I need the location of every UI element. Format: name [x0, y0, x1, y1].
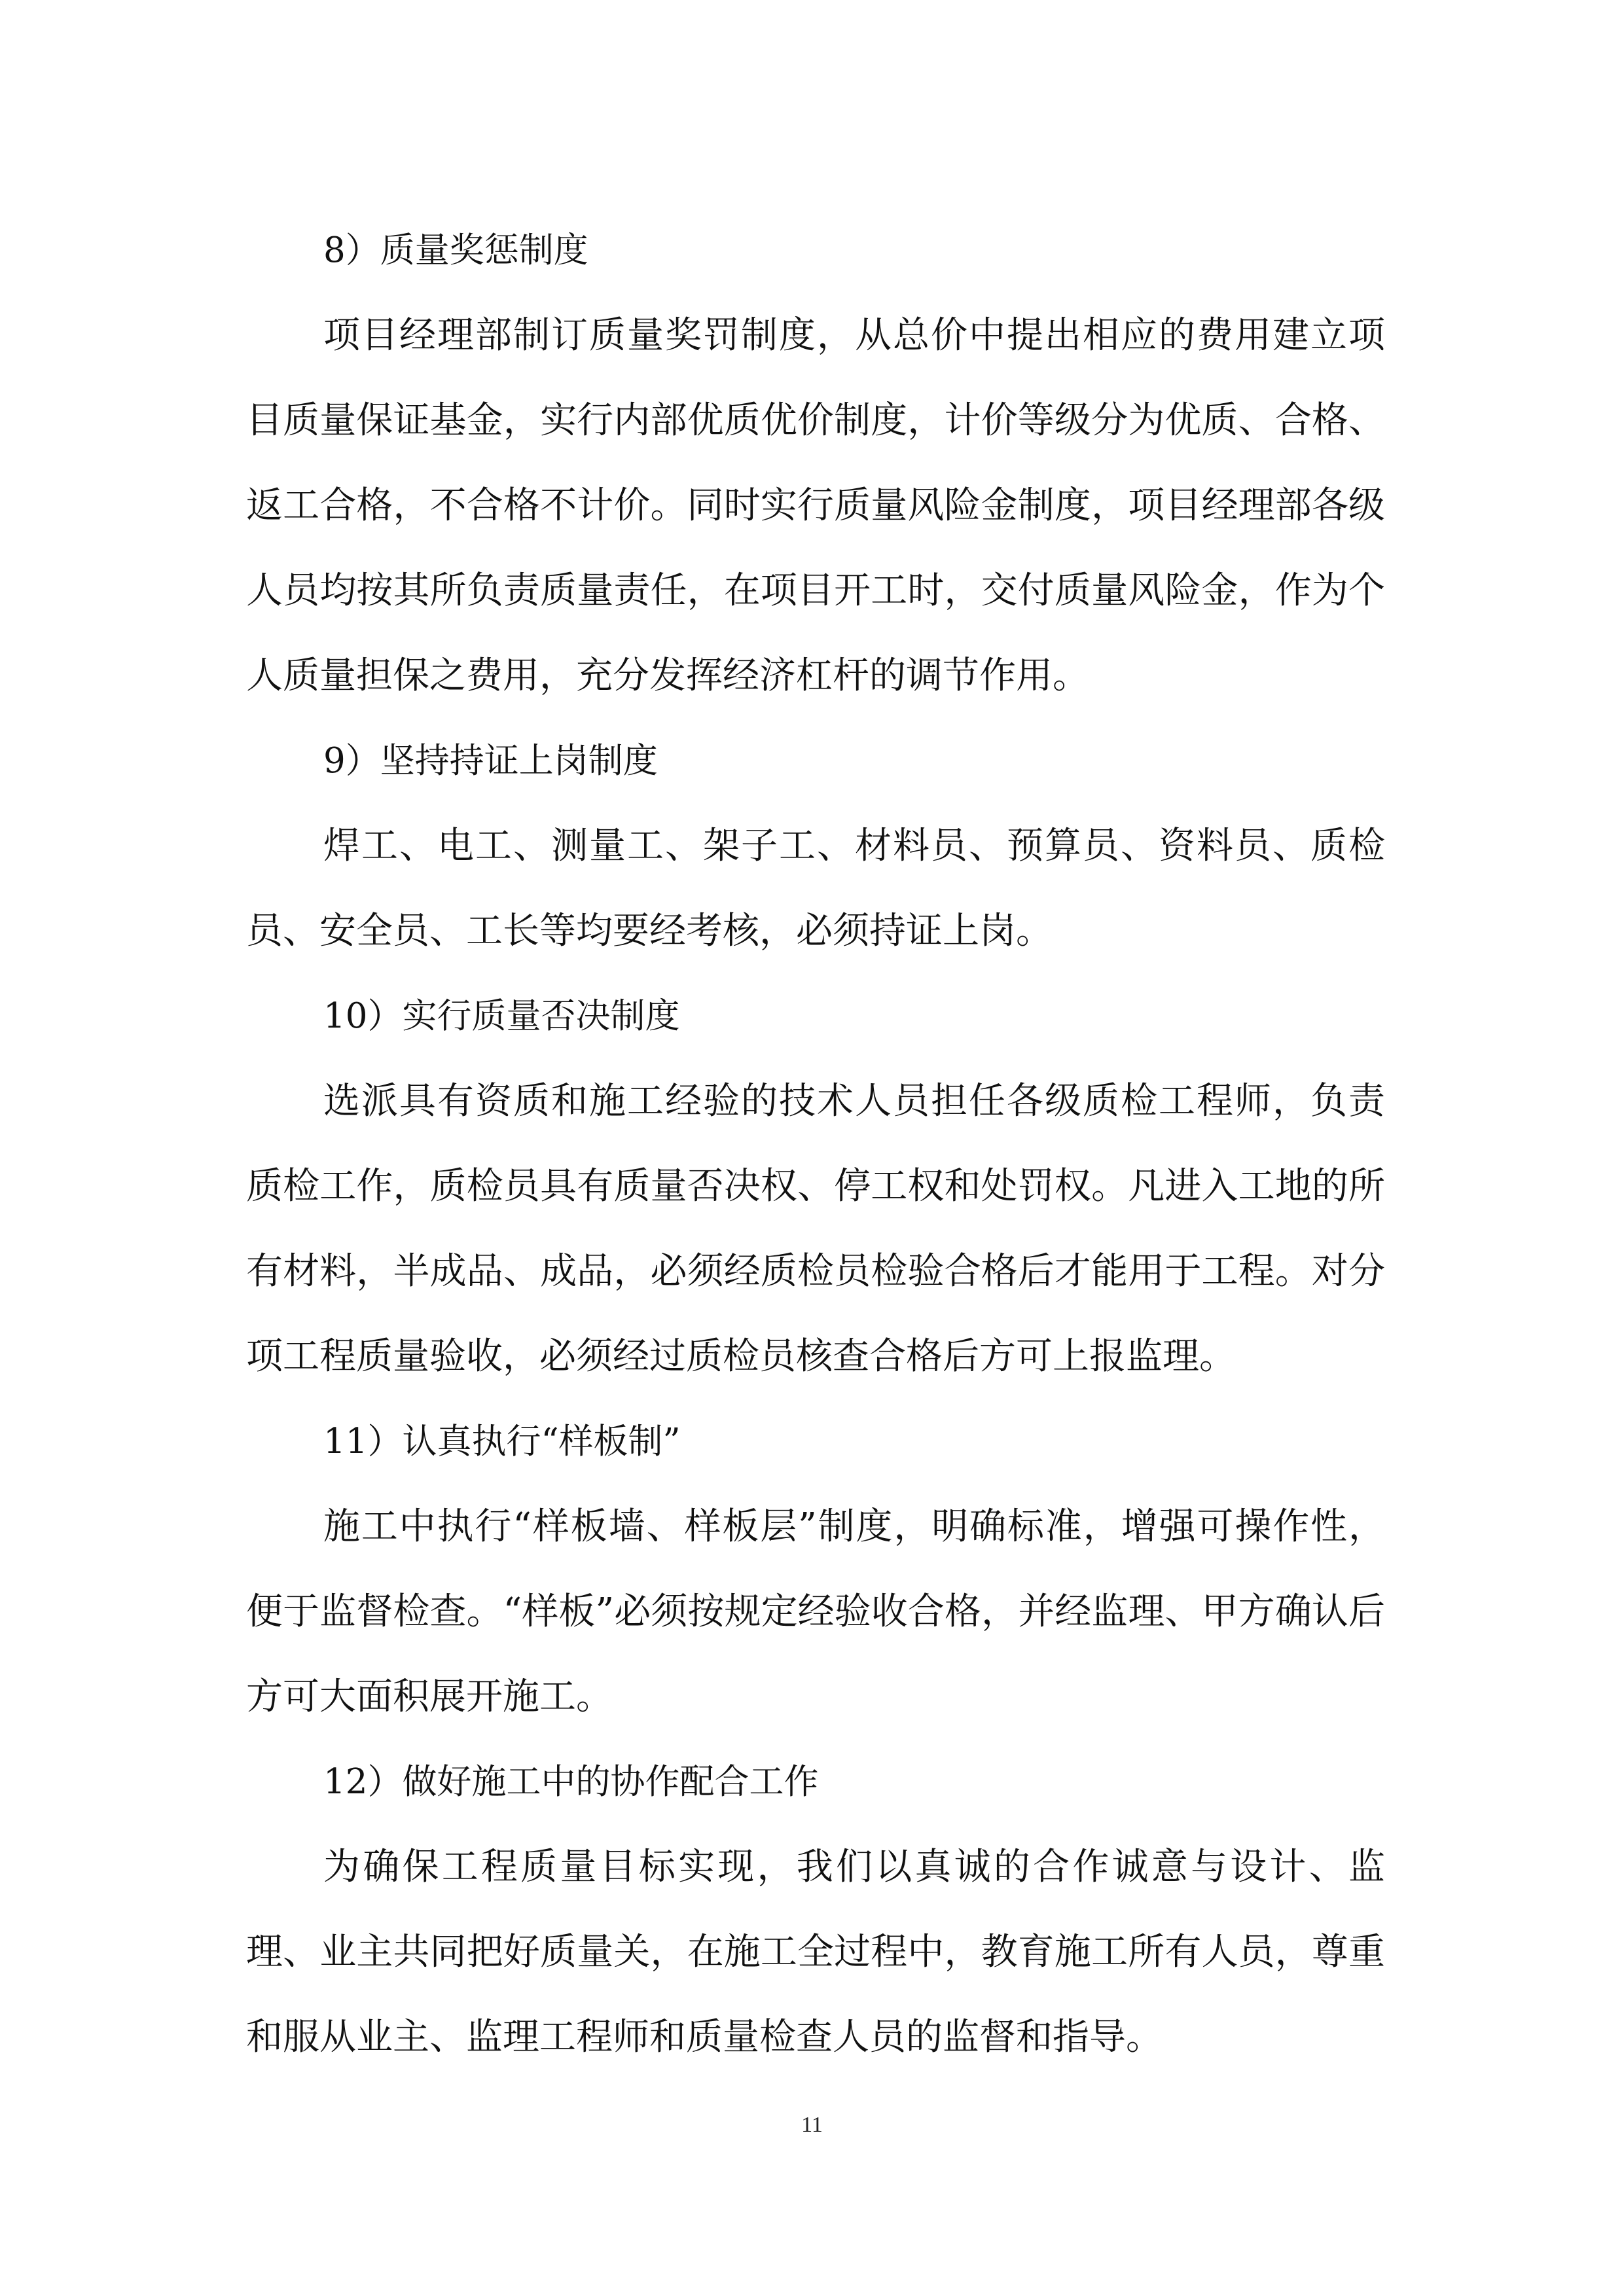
section-heading-quality-reward-penalty: 8）质量奖惩制度 [323, 230, 588, 270]
page-content [246, 208, 1385, 2080]
section-body-quality-veto: 选派具有资质和施工经验的技术人员担任各级质检工程师，负责质检工作，质检员具有质量否决权、停工权和处罚权。凡进入工地的所有材料，半成品、成品，必须经质检员检验合格后才能用于工程。对分项工程质量验收，必须经过质检员核查合格后方可上报监理。 [246, 1080, 1385, 1378]
section-heading-certified-posts: 9）坚持持证上岗制度 [323, 741, 658, 781]
section-body-certified-posts: 焊工、电工、测量工、架子工、材料员、预算员、资料员、质检员、安全员、工长等均要经考核，必须持证上岗。 [246, 825, 1385, 952]
section-heading-quality-veto: 10）实行质量否决制度 [323, 996, 680, 1036]
section-body-sample-system: 施工中执行“样板墙、样板层”制度，明确标准，增强可操作性，便于监督检查。“样板”必须按规定经验收合格，并经监理、甲方确认后方可大面积展开施工。 [246, 1505, 1385, 1718]
section-heading-coordination: 12）做好施工中的协作配合工作 [323, 1762, 819, 1802]
section-heading-sample-system: 11）认真执行“样板制” [323, 1422, 681, 1462]
section-body-coordination: 为确保工程质量目标实现，我们以真诚的合作诚意与设计、监理、业主共同把好质量关，在施工全过程中，教育施工所有人员，尊重和服从业主、监理工程师和质量检查人员的监督和指导。 [246, 1846, 1385, 2058]
page-number: 11 [801, 2113, 823, 2137]
section-body-quality-reward-penalty: 项目经理部制订质量奖罚制度，从总价中提出相应的费用建立项目质量保证基金，实行内部优质优价制度，计价等级分为优质、合格、返工合格，不合格不计价。同时实行质量风险金制度，项目经理部各级人员均按其所负责质量责任，在项目开工时，交付质量风险金，作为个人质量担保之费用，充分发挥经济杠杆的调节作用。 [246, 314, 1385, 697]
